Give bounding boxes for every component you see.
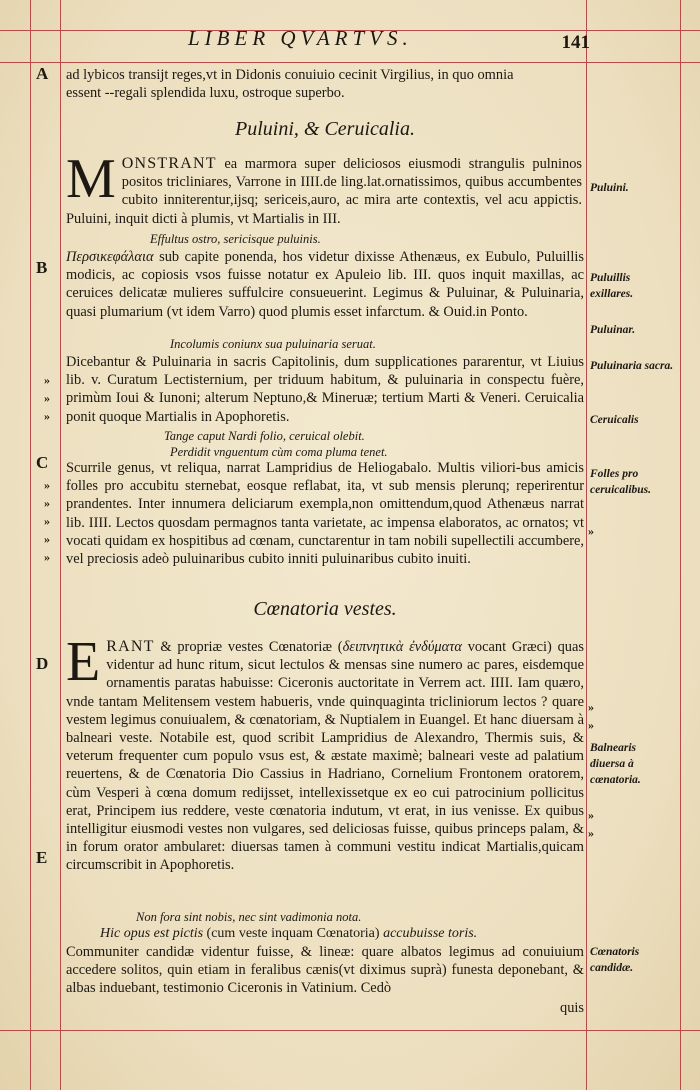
section1-paragraph-4: Scurrile genus, vt reliqua, narrat Lampridius de Heliogabalo. Multis viliori-bus amicis folles pro accubitu sternebat, eosque reflabat, ita, vt sub mensis plerunq; reperirentur prandentes. Inter innumera deliciarum exempla,non omittendum,quod Athenæus narrat lib. IIII. Lectos quosdam permagnos tanta varietate, ac impensa elaboratos, ac ornatos; vt vocati quidam ex hospitibus ad cœnam, cunctarentur in tam nobili supellectili accumbere, vel preciosis adeò puluinaribus cubito inniti puluinaribus cubito inuiti. <box>66 460 584 568</box>
section2-paragraph-2: Communiter candidæ videntur fuisse, & lineæ: quare albatos legimus ad conuiuium accedere solitos, quin etiam in feralibus cænis(vt diximus suprà) funesta deponebant, & albas induebant, testimonio Ciceronis in Vatinium. Cedò <box>66 944 584 997</box>
margin-letter-a: A <box>36 64 49 83</box>
margin-quote-mark: » <box>44 478 49 492</box>
section1-paragraph-2 <box>66 248 584 321</box>
paragraph-text: vocant Græci) quas videntur ad hunc ritum, sicut lectulos & mensas sine numero ac pares, eisdemque ornamentis paratas habuisse: Ciceronis auctoritate in Verrem act. IIII. Iam quæro, vnde tantam Melitensem vestem habueris, vnde quinquaginta tricliniorum lectos ? quare vestem legimus conuiualem, & cœnatoriam, & Nuptialem in Euangel. Et hanc diuersam à balneari veste. Notabile est, quod scribit Lampridius de Alexandro, Thermis suis, & veterum frequenter cum populo vsus est, & æstate maximè; balneari veste ad palatium reuertens, & de Cœnatoria Dio Cassius in Hadriano, Cornelium Frontonem oratorem, cùm Vesperi à cœna domum redijsset, intellexissetque ex eo cui patrocinium pollicitus erat, Principem ius reddere, veste cœnatoria indutum, vt erat, in ius venisse. Ex quibus intelligitur eiusmodi vestes non vulgares, sed deliciosas fuisse, quibus princeps palam, & in forum orator ambularet: diuersas tamen à communi vestitu indicat Martialis,quicam circumscribit in Apophoretis. <box>66 639 584 874</box>
bottom-rule <box>0 1030 700 1031</box>
intro-line-1: ad lybicos transijt reges,vt in Didonis conuiuio cecinit Virgilius, in quo omnia <box>66 67 514 83</box>
verse-part: accubuisse toris. <box>383 926 478 941</box>
side-note-puluini: Puluini. <box>590 182 629 194</box>
verse-part: (cum veste inquam Cœnatoria) <box>203 926 384 941</box>
opening-caps: ONSTRANT <box>121 155 217 172</box>
greek-term: δειπνητικὰ ἐνδύματα <box>342 639 462 655</box>
catchword: quis <box>560 1000 584 1016</box>
section-heading-puluini: Puluini, & Ceruicalia. <box>235 118 415 140</box>
dropcap-e: E <box>66 631 101 693</box>
margin-quote-mark: » <box>44 373 49 387</box>
intro-line-2: essent --regali splendida luxu, ostroque superbo. <box>66 85 345 102</box>
verse-quote: Effultus ostro, sericisque puluinis. <box>150 232 321 246</box>
side-quote-mark: » <box>588 524 594 538</box>
left-rule <box>60 0 61 1090</box>
margin-letter-b: B <box>36 258 48 277</box>
paragraph-text: ea marmora super deliciosos eiusmodi strangulis pulninos positos tricliniares, Varrone in IIII.de ling.lat.ornatissimos, quibus accumbentes cubito inniterentur,ijsq; sericeis,auro, ac mira arte contextis, vel acu appictis. Puluini, inquit dicti à plumis, vt Martialis in III. <box>66 156 582 227</box>
side-quote-mark: » <box>588 826 594 840</box>
opening-caps: RANT <box>106 638 155 655</box>
verse-part: Hic opus est pictis <box>100 926 204 941</box>
margin-quote-mark: » <box>44 496 49 510</box>
header-rule <box>0 62 700 63</box>
side-note-ceruicalis: Ceruicalis <box>590 414 639 426</box>
side-note-coenatoris: Cœnatoris candidæ. <box>590 946 640 974</box>
margin-quote-mark: » <box>44 409 49 423</box>
section1-paragraph-1 <box>66 148 582 228</box>
margin-quote-mark: » <box>44 514 49 528</box>
outer-right-rule <box>680 0 681 1090</box>
verse-quote: Incolumis coniunx sua puluinaria seruat. <box>170 337 376 351</box>
section1-paragraph-3: Dicebantur & Puluinaria in sacris Capitolinis, dum supplicationes pararentur, vt Liuius lib. v. Curatum Lectisternium, per triduum habitum, & puluinaria in conspectu fuère, primùm Ioui & Iunoni; alterum Neptuno,& Mineruæ; tertium Marti & Veneri. Ceruicalia ponit quoque Martialis in Apophoretis. <box>66 354 584 425</box>
paragraph-text: & propriæ vestes Cœnatoriæ ( <box>154 639 343 655</box>
page-number: 141 <box>561 32 590 53</box>
verse-line-mixed <box>100 925 584 943</box>
paragraph-text: sub capite ponenda, hos videtur dixisse Athenæus, ex Eubulo, Puluillis modicis, ac copiosis vsos fuisse notatur ex Apuleio lib. III. quos inquit maxillas, ac ceruices delicatæ mulieres suffulcire consueuerint. Legimus & Puluinar, & Puluinaria, quasi plumarium (vt idem Varro) quod plumis esset infarctum. & Ouid.in Ponto. <box>66 249 584 320</box>
margin-quote-mark: » <box>44 532 49 546</box>
margin-letter-e: E <box>36 848 48 867</box>
side-note-puluinaria: Puluinaria sacra. <box>590 360 674 372</box>
side-quote-mark: » <box>588 718 594 732</box>
side-quote-mark: » <box>588 808 594 822</box>
side-note-balnearis: Balnearis diuersa à cœnatoria. <box>590 742 641 786</box>
side-note-puluinar: Puluinar. <box>590 324 636 336</box>
section-heading-coenatoria: Cœnatoria vestes. <box>253 598 397 620</box>
side-quote-mark: » <box>588 700 594 714</box>
margin-quote-mark: » <box>44 391 49 405</box>
margin-letter-d: D <box>36 654 49 673</box>
verse-quote: Tange caput Nardi folio, ceruical olebit. <box>164 429 365 443</box>
section2-paragraph-1 <box>66 631 584 875</box>
margin-quote-mark: » <box>44 550 49 564</box>
running-title: LIBER QVARTVS. <box>188 26 413 50</box>
margin-letter-c: C <box>36 453 49 472</box>
page-header <box>70 26 590 60</box>
outer-left-rule <box>30 0 31 1090</box>
dropcap-m: M <box>66 148 116 210</box>
intro-text <box>66 66 584 102</box>
side-note-puluillis: Puluillis exillares. <box>590 272 634 300</box>
right-rule <box>586 0 587 1090</box>
greek-term: Περσικεφάλαια <box>66 249 154 265</box>
verse-quote: Perdidit vnguentum cùm coma pluma tenet. <box>170 445 388 459</box>
verse-quote: Non fora sint nobis, nec sint vadimonia nota. <box>136 910 362 924</box>
side-note-folles: Folles pro ceruicalibus. <box>590 468 652 496</box>
